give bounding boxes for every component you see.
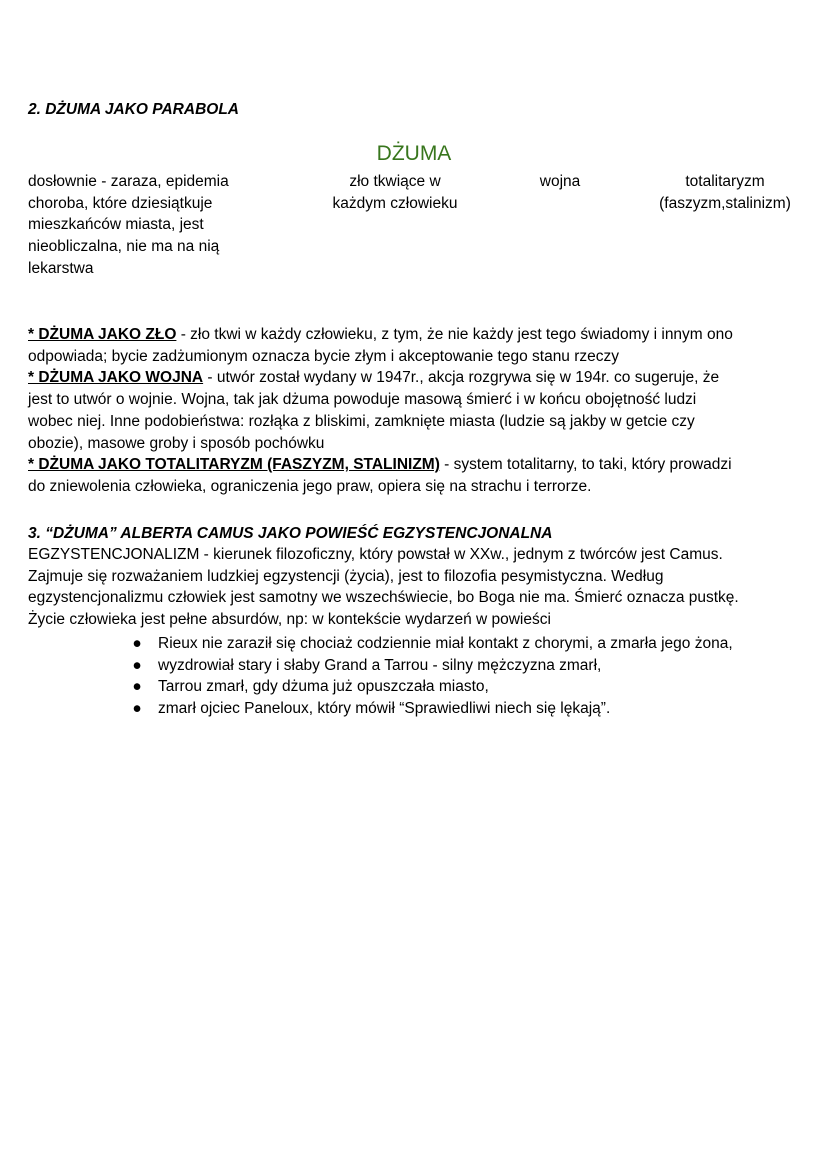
paragraph-line: egzystencjonalizmu człowiek jest samotny we wszechświecie, bo Boga nie ma. Śmierć oznacza pustkę. [28, 589, 739, 607]
list-item-text: zmarł ojciec Paneloux, który mówił “Sprawiedliwi niech się lękają”. [158, 700, 611, 718]
paragraph-line: - zło tkwi w każdy człowieku, z tym, że nie każdy jest tego świadomy i innym ono [176, 326, 733, 343]
absurd-examples-list [130, 633, 780, 720]
bullet-icon: ● [132, 700, 142, 718]
term-war: * DŻUMA JAKO WOJNA [28, 369, 204, 387]
list-item-text: Tarrou zmarł, gdy dżuma już opuszczała miasto, [158, 678, 489, 696]
paragraph-line: obozie), masowe groby i sposób pochówku [28, 434, 325, 452]
bullet-icon: ● [132, 678, 142, 696]
list-item [130, 633, 780, 655]
paragraph-evil [28, 324, 803, 367]
section-3-heading: 3. “DŻUMA” ALBERTA CAMUS JAKO POWIEŚĆ EGZYSTENCJONALNA [28, 525, 553, 542]
bullet-icon: ● [132, 656, 142, 674]
paragraph-line: do zniewolenia człowieka, ograniczenia jego praw, opiera się na strachu i terrorze. [28, 477, 592, 495]
paragraph-line: Zajmuje się rozważaniem ludzkiej egzystencji (życia), jest to filozofia pesymistyczna. Według [28, 567, 664, 585]
paragraph-line: - utwór został wydany w 1947r., akcja rozgrywa się w 194r. co sugeruje, że [203, 369, 720, 387]
list-item [130, 655, 780, 677]
diagram-column-literal [28, 171, 278, 280]
column-line: każdym człowieku [332, 194, 458, 212]
paragraph-line: Życie człowieka jest pełne absurdów, np: w kontekście wydarzeń w powieści [28, 611, 551, 629]
list-item [130, 676, 780, 698]
term-totalitarianism: * DŻUMA JAKO TOTALITARYZM (FASZYZM, STALINIZM) [28, 456, 440, 474]
diagram-column-war [510, 171, 610, 193]
diagram-column-totalitarianism [640, 171, 810, 214]
paragraph-war [28, 367, 803, 454]
column-line: mieszkańców miasta, jest [28, 216, 204, 234]
term-evil: * DŻUMA JAKO ZŁO [28, 326, 177, 343]
list-item-text: wyzdrowiał stary i słaby Grand a Tarrou - silny mężczyzna zmarł, [158, 656, 602, 674]
existentialism-block [28, 544, 803, 631]
column-line: choroba, które dziesiątkuje [28, 194, 213, 212]
column-line: dosłownie - zaraza, epidemia [28, 173, 229, 190]
bullet-icon: ● [132, 635, 142, 652]
column-line: totalitaryzm [685, 173, 765, 190]
diagram-column-evil [300, 171, 490, 214]
column-line: lekarstwa [28, 259, 94, 277]
column-line: nieobliczalna, nie ma na nią [28, 238, 220, 256]
section-2-heading: 2. DŻUMA JAKO PARABOLA [28, 101, 239, 118]
column-line: zło tkwiące w [349, 173, 441, 190]
paragraph-line: jest to utwór o wojnie. Wojna, tak jak dżuma powoduje masową śmierć i w końcu obojętność ludzi [28, 391, 697, 409]
paragraph-line: odpowiada; bycie zadżumionym oznacza bycie złym i akceptowanie tego stanu rzeczy [28, 347, 620, 365]
diagram-title: DŻUMA [376, 142, 452, 165]
list-item [130, 698, 780, 720]
paragraph-line: wobec niej. Inne podobieństwa: rozłąka z bliskimi, zamknięte miasta (ludzie są jakby w getcie czy [28, 412, 695, 430]
column-line: (faszyzm,stalinizm) [659, 194, 791, 212]
list-item-text: Rieux nie zaraził się chociaż codziennie miał kontakt z chorymi, a zmarła jego żona, [158, 635, 733, 652]
paragraph-line: - system totalitarny, to taki, który prowadzi [439, 456, 732, 474]
paragraph-line: EGZYSTENCJONALIZM - kierunek filozoficzny, który powstał w XXw., jednym z twórców jest Camus. [28, 546, 723, 563]
column-line: wojna [539, 173, 581, 190]
interpretations-block [28, 324, 803, 498]
paragraph-totalitarianism [28, 454, 803, 497]
